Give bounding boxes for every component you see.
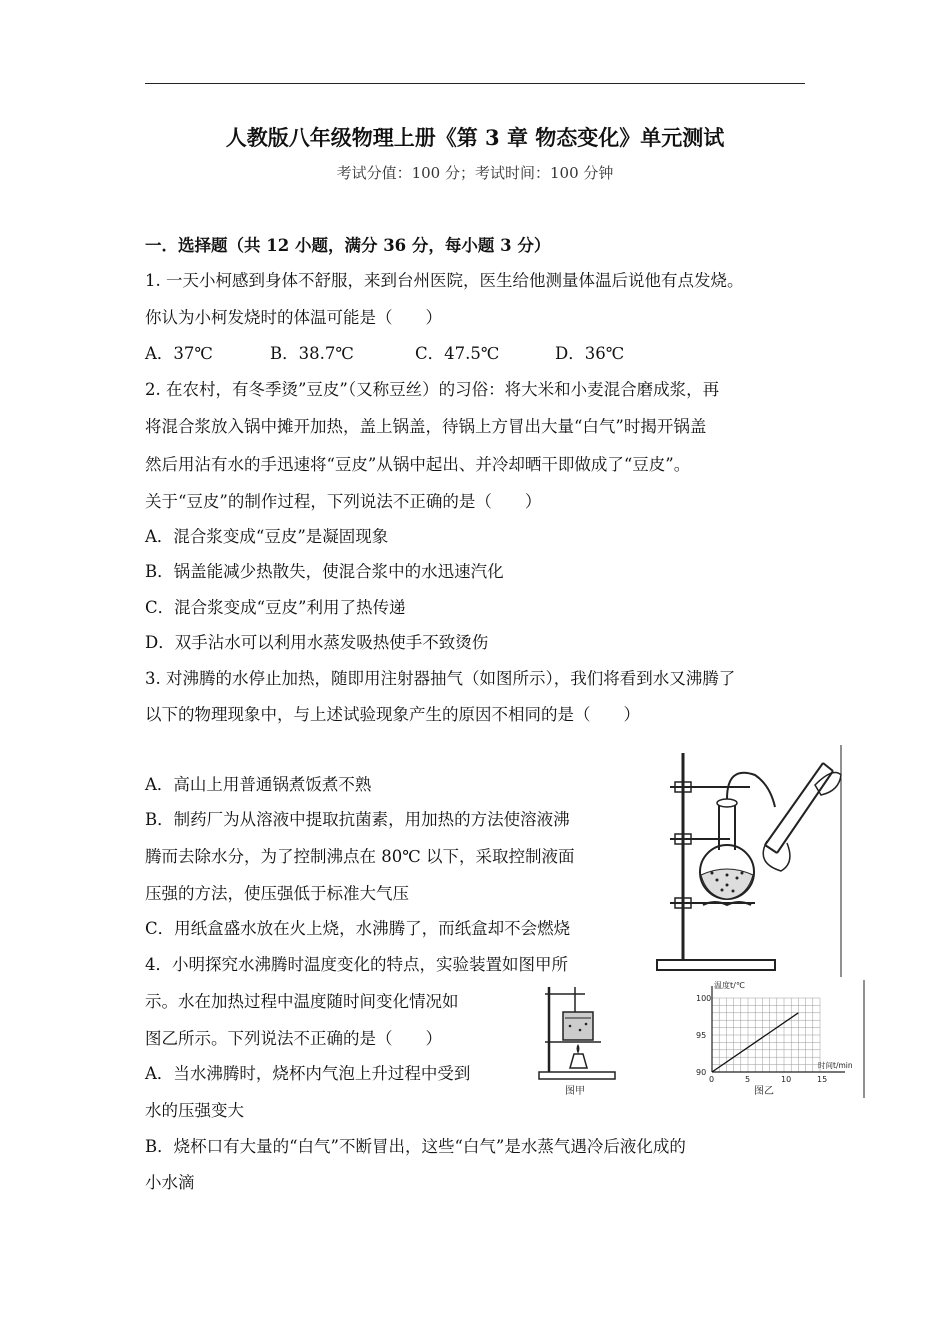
q2-stem-line1: 2. 在农村，有冬季烫”豆皮”（又称豆丝）的习俗：将大米和小麦混合磨成浆，再 [145,380,720,399]
q2-stem-line3: 然后用沾有水的手迅速将“豆皮”从锅中起出、并冷却晒干即做成了“豆皮”。 [145,455,691,474]
y-tick-label: 95 [696,1031,707,1040]
q2-option-b: B．锅盖能减少热散失，使混合浆中的水迅速汽化 [145,562,504,581]
x-tick-label: 10 [781,1075,792,1084]
q4-stem-line2: 示。水在加热过程中温度随时间变化情况如 [145,992,459,1011]
q4-option-a-line1: A．当水沸腾时，烧杯内气泡上升过程中受到 [145,1064,471,1083]
q3-option-a: A．高山上用普通锅煮饭煮不熟 [145,775,372,794]
q4-option-b-line2: 小水滴 [145,1173,195,1192]
q3-option-b-line1: B．制药厂为从溶液中提取抗菌素，用加热的方法使溶液沸 [145,810,570,829]
q4-apparatus-figure [535,982,620,1097]
q3-option-b-line2: 腾而去除水分，为了控制沸点在 80℃ 以下，采取控制液面 [145,847,575,866]
section-heading: 一．选择题（共 12 小题，满分 36 分，每小题 3 分） [145,236,551,255]
q1-option-c: C．47.5℃ [415,344,500,363]
q2-option-c: C．混合浆变成“豆皮”利用了热传递 [145,598,406,617]
q1-option-b: B．38.7℃ [270,344,354,363]
q3-flask-syringe-figure [655,745,845,977]
q4-option-b-line1: B．烧杯口有大量的“白气”不断冒出，这些“白气”是水蒸气遇冷后液化成的 [145,1137,686,1156]
q2-option-d: D．双手沾水可以利用水蒸发吸热使手不致烫伤 [145,633,489,652]
q1-options [145,340,624,364]
q2-option-a: A．混合浆变成“豆皮”是凝固现象 [145,527,389,546]
q4-fig-jia-label: 图甲 [565,1086,585,1097]
q1-stem-line1: 1. 一天小柯感到身体不舒服，来到台州医院，医生给他测量体温后说他有点发烧。 [145,271,744,290]
q2-stem-line4: 关于“豆皮”的制作过程，下列说法不正确的是（ ） [145,492,542,511]
q3-option-b-line3: 压强的方法，使压强低于标准大气压 [145,884,409,903]
y-axis-label: 温度t/℃ [714,981,745,990]
x-tick-label: 5 [745,1075,751,1084]
q4-temperature-chart [690,980,868,1098]
header-rule [145,83,805,84]
y-tick-label: 100 [696,994,712,1003]
q1-option-d: D．36℃ [555,344,625,363]
q3-option-c: C．用纸盒盛水放在火上烧，水沸腾了，而纸盒却不会燃烧 [145,919,571,938]
page-title: 人教版八年级物理上册《第 3 章 物态变化》单元测试 [225,125,725,150]
q2-stem-line2: 将混合浆放入锅中摊开加热，盖上锅盖，待锅上方冒出大量“白气”时揭开锅盖 [145,417,707,436]
q3-stem-line1: 3. 对沸腾的水停止加热，随即用注射器抽气（如图所示），我们将看到水又沸腾了 [145,669,736,688]
q1-stem-line2: 你认为小柯发烧时的体温可能是（ ） [145,308,442,327]
y-tick-label: 90 [696,1068,707,1077]
page-subtitle: 考试分值：100 分；考试时间：100 分钟 [336,164,614,182]
q4-option-a-line2: 水的压强变大 [145,1101,244,1120]
q4-stem-line1: 4．小明探究水沸腾时温度变化的特点，实验装置如图甲所 [145,955,568,974]
x-tick-label: 0 [709,1075,715,1084]
x-tick-label: 15 [817,1075,828,1084]
q1-option-a: A．37℃ [145,344,213,363]
q3-stem-line2: 以下的物理现象中，与上述试验现象产生的原因不相同的是（ ） [145,705,640,724]
q4-stem-line3: 图乙所示。下列说法不正确的是（ ） [145,1029,442,1048]
x-axis-label: 时间t/min [818,1061,853,1070]
q4-fig-yi-label: 图乙 [754,1086,774,1097]
